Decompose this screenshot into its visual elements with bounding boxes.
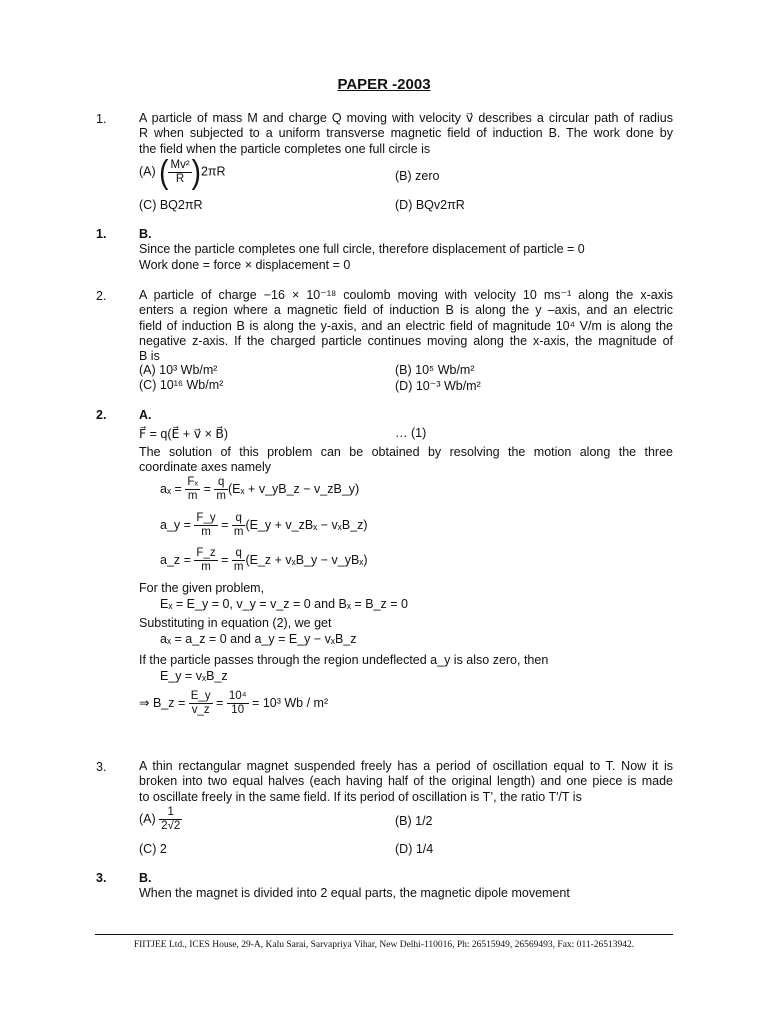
question-3-option-c: (C) 2: [139, 842, 167, 856]
question-3-option-b: (B) 1/2: [395, 814, 433, 828]
question-2-option-d: (D) 10⁻³ Wb/m²: [395, 379, 481, 393]
equation-ay: a_y = $\frac{F\_y}{m}$ = $\frac{q}{m}$ (E_y + v_zBₓ − vₓB_z): [160, 512, 368, 538]
answer-2-given: For the given problem,: [139, 581, 265, 595]
question-2-line: negative z-axis. If the charged particle continues moving along the x-axis, the magnitude of: [139, 333, 673, 348]
option-a-denominator: R: [175, 172, 185, 185]
question-3-option-d: (D) 1/4: [395, 842, 434, 856]
equation-ax: aₓ = $\frac{\text{Fₓ}}{m}$ = $\frac{q}{m}$ (Eₓ + v_yB_z − v_zB_y): [160, 476, 360, 502]
question-1-line: R when subjected to a uniform transverse magnetic field of induction B. The work done by: [139, 126, 673, 141]
question-1-line: the field when the particle completes one full circle is: [139, 142, 431, 156]
question-3-option-a: [139, 806, 182, 833]
question-1-option-d: (D) BQv2πR: [395, 198, 465, 212]
fraction-numerator: F_z: [196, 547, 216, 559]
answer-2-final-equation: ⇒ B_z = $\frac{E\_y}{v\_z}$ = $\frac{\text{10⁴}}{10}$ = 10³ Wb / m²: [139, 690, 329, 716]
answer-2-choice: A.: [139, 408, 152, 422]
fraction-denominator: m: [233, 526, 244, 538]
fraction-numerator: q: [232, 512, 246, 526]
option-a-numerator: 1: [159, 806, 182, 820]
question-2-number: 2.: [96, 289, 107, 303]
answer-2-line: The solution of this problem can be obtained by resolving the motion along the three: [139, 445, 673, 459]
option-a-tail: 2πR: [200, 164, 226, 179]
fraction-denominator: 10: [231, 704, 245, 716]
answer-1-number: 1.: [96, 227, 107, 241]
question-3-text: [139, 759, 673, 790]
question-1-line: A particle of mass M and charge Q moving with velocity v⃗ describes a circular path of radius: [139, 111, 673, 125]
answer-1-line: Work done = force × displacement = 0: [139, 258, 351, 272]
fraction-denominator: v_z: [191, 704, 210, 716]
question-1-text: [139, 111, 673, 142]
fraction-denominator: m: [233, 561, 244, 573]
fraction-numerator: F_y: [196, 512, 216, 524]
page-title: PAPER -2003: [337, 76, 431, 93]
equation-lhs: aₓ =: [160, 481, 182, 496]
fraction-denominator: m: [216, 490, 226, 502]
question-3-line: to oscillate freely in the same field. If its period of oscillation is T’, the ratio T′/T is: [139, 790, 582, 804]
equation-rhs: (E_z + vₓB_y − v_yBₓ): [245, 552, 368, 567]
answer-1-line: Since the particle completes one full circle, therefore displacement of particle = 0: [139, 242, 585, 256]
answer-2-given-equation: Eₓ = E_y = 0, v_y = v_z = 0 and Bₓ = B_z = 0: [160, 597, 408, 611]
option-a-label: (A): [139, 164, 156, 179]
equation-rhs: = 10³ Wb / m²: [252, 695, 329, 710]
option-a-label: (A): [139, 811, 156, 826]
equation-lhs: a_y =: [160, 517, 191, 532]
answer-2-line: coordinate axes namely: [139, 460, 272, 474]
fraction-numerator: E_y: [190, 690, 211, 702]
answer-2-substituted-equation: aₓ = a_z = 0 and a_y = E_y − vₓB_z: [160, 632, 357, 646]
question-1-option-b: (B) zero: [395, 169, 440, 183]
question-1-option-a: (A) ( $\frac{\text{Mv²}}{R}$ )2πR: [139, 152, 226, 190]
answer-2-undeflected: If the particle passes through the region undeflected a_y is also zero, then: [139, 653, 549, 667]
fraction-denominator: m: [187, 490, 198, 502]
answer-3-line: When the magnet is divided into 2 equal parts, the magnetic dipole movement: [139, 886, 570, 900]
question-2-text: [139, 288, 673, 349]
answer-3-number: 3.: [96, 871, 107, 885]
fraction-numerator: q: [214, 476, 228, 490]
question-2-option-a: (A) 10³ Wb/m²: [139, 363, 218, 377]
footer-divider: [95, 934, 673, 935]
question-1-option-c: (C) BQ2πR: [139, 198, 203, 212]
fraction-numerator: 10⁴: [228, 690, 247, 702]
equation-rhs: (Eₓ + v_yB_z − v_zB_y): [227, 481, 360, 496]
answer-2-ey-equation: E_y = vₓB_z: [160, 669, 228, 683]
equation-lhs: a_z =: [160, 552, 191, 567]
equation-az: a_z = $\frac{F\_z}{m}$ = $\frac{q}{m}$ (E_z + vₓB_y − v_yBₓ): [160, 547, 368, 573]
question-1-number: 1.: [96, 112, 107, 126]
answer-3-choice: B.: [139, 871, 152, 885]
fraction-numerator: Fₓ: [187, 476, 199, 488]
question-2-line: B is: [139, 349, 160, 363]
question-2-line: enters a region where a magnetic field of induction B is along the y –axis, and an electric: [139, 303, 673, 318]
question-3-line: broken into two equal halves (each having half of the original length) and one piece is made: [139, 774, 673, 789]
fraction-denominator: m: [201, 526, 211, 538]
question-3-line: A thin rectangular magnet suspended freely has a period of oscillation equal to T. Now it is: [139, 759, 673, 773]
fraction-denominator: m: [201, 561, 211, 573]
answer-2-force-equation: F⃗ = q(E⃗ + v⃗ × B⃗): [139, 427, 229, 441]
question-2-line: field of induction B is along the y-axis, and an electric field of magnitude 10⁴ V/m is along the: [139, 318, 673, 333]
answer-2-equation-ref: … (1): [395, 426, 427, 440]
answer-1-choice: B.: [139, 227, 152, 241]
question-2-line: A particle of charge −16 × 10⁻¹⁸ coulomb moving with velocity 10 ms⁻¹ along the x-axis: [139, 288, 673, 302]
question-3-number: 3.: [96, 760, 107, 774]
option-a-denominator: 2√2: [161, 820, 181, 832]
option-a-numerator: Mv²: [170, 158, 190, 171]
equation-rhs: (E_y + v_zBₓ − vₓB_z): [245, 517, 368, 532]
answer-2-substituting: Substituting in equation (2), we get: [139, 616, 332, 630]
question-2-option-b: (B) 10⁵ Wb/m²: [395, 363, 475, 377]
question-2-option-c: (C) 10¹⁶ Wb/m²: [139, 378, 224, 392]
equation-lhs: ⇒ B_z =: [139, 695, 186, 710]
answer-2-text: [139, 445, 673, 460]
fraction-numerator: q: [232, 547, 246, 561]
answer-2-number: 2.: [96, 408, 107, 422]
footer-address: FIITJEE Ltd., ICES House, 29-A, Kalu Sarai, Sarvapriya Vihar, New Delhi-110016, Ph: 26515949, 26569493, Fax: 011-26513942.: [133, 940, 635, 950]
